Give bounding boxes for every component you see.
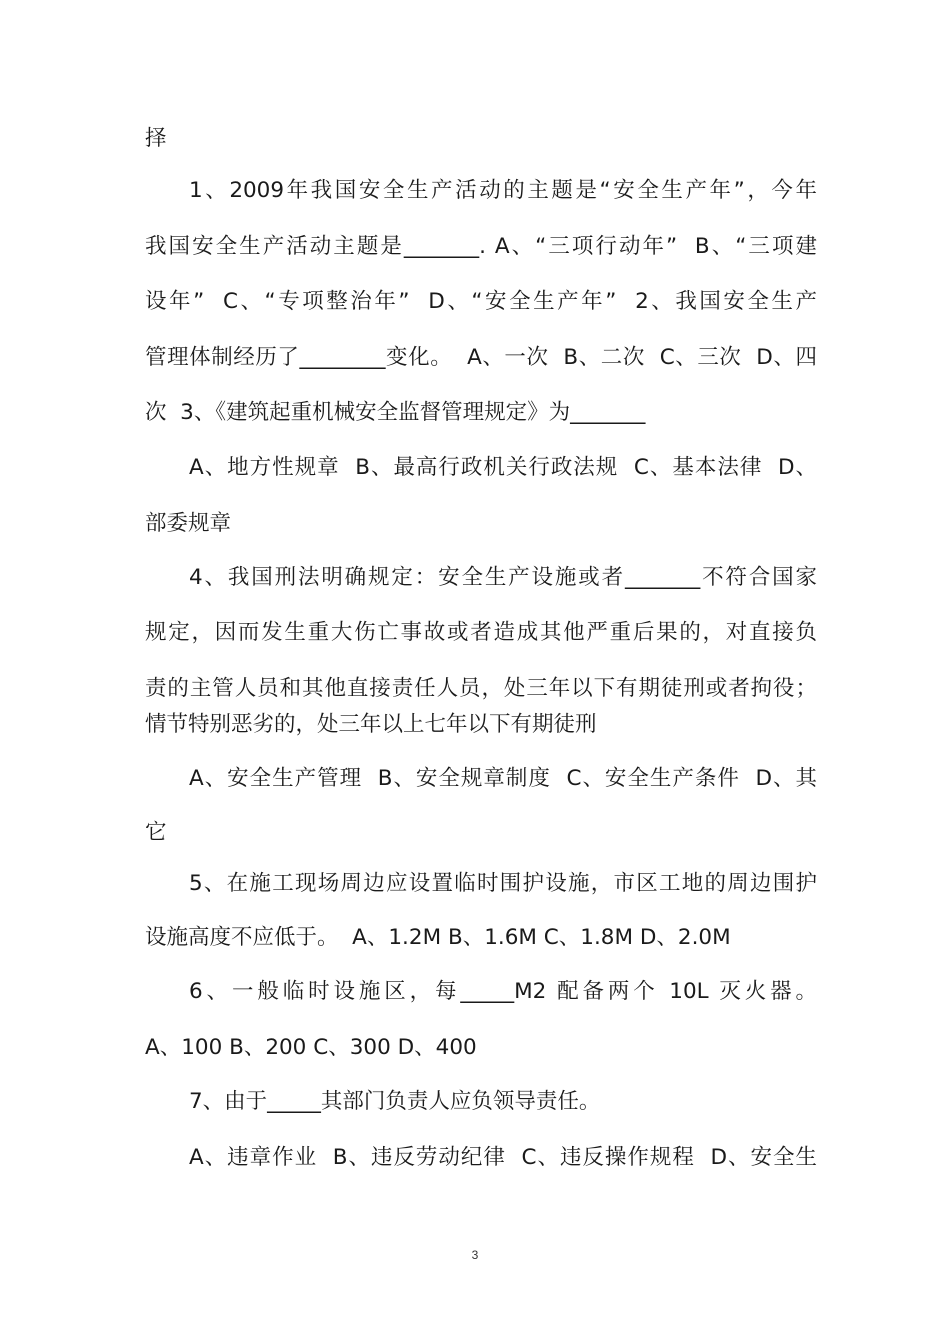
options-line: A、100 B、200 C、300 D、400 <box>145 1035 477 1060</box>
options-line: A、地方性规章 B、最高行政机关行政法规 C、基本法律 D、 <box>189 455 817 480</box>
text-line: 部委规章 <box>145 511 232 536</box>
page-number: 3 <box>471 1248 479 1262</box>
question-4-line: 4、我国刑法明确规定：安全生产设施或者_______不符合国家 <box>189 565 817 590</box>
text-line: 它 <box>145 820 167 845</box>
text-line: 择 <box>145 126 167 151</box>
question-3-line: 次 3、《建筑起重机械安全监督管理规定》为_______ <box>145 400 646 425</box>
options-line: A、违章作业 B、违反劳动纪律 C、违反操作规程 D、安全生 <box>189 1145 817 1170</box>
text-line: 设年” C、“专项整治年” D、“安全生产年” 2、我国安全生产 <box>145 289 817 314</box>
text-line: 情节特别恶劣的，处三年以上七年以下有期徒刑 <box>145 712 597 737</box>
text-line: 管理体制经历了________变化。 A、一次 B、二次 C、三次 D、四 <box>145 345 817 370</box>
options-line: A、安全生产管理 B、安全规章制度 C、安全生产条件 D、其 <box>189 766 817 791</box>
question-6-line: 6、一般临时设施区，每_____M2 配备两个 10L 灭火器。 <box>189 979 817 1004</box>
text-line: 责的主管人员和其他直接责任人员，处三年以下有期徒刑或者拘役； <box>145 676 817 701</box>
question-7-line: 7、由于_____其部门负责人应负领导责任。 <box>189 1089 601 1114</box>
text-line: 设施高度不应低于。 A、1.2M B、1.6M C、1.8M D、2.0M <box>145 925 731 950</box>
text-line: 规定，因而发生重大伤亡事故或者造成其他严重后果的，对直接负 <box>145 620 817 645</box>
question-1-line: 1、2009年我国安全生产活动的主题是“安全生产年”，今年 <box>189 178 817 203</box>
text-line: 我国安全生产活动主题是_______. A、“三项行动年” B、“三项建 <box>145 234 817 259</box>
question-5-line: 5、在施工现场周边应设置临时围护设施，市区工地的周边围护 <box>189 871 817 896</box>
